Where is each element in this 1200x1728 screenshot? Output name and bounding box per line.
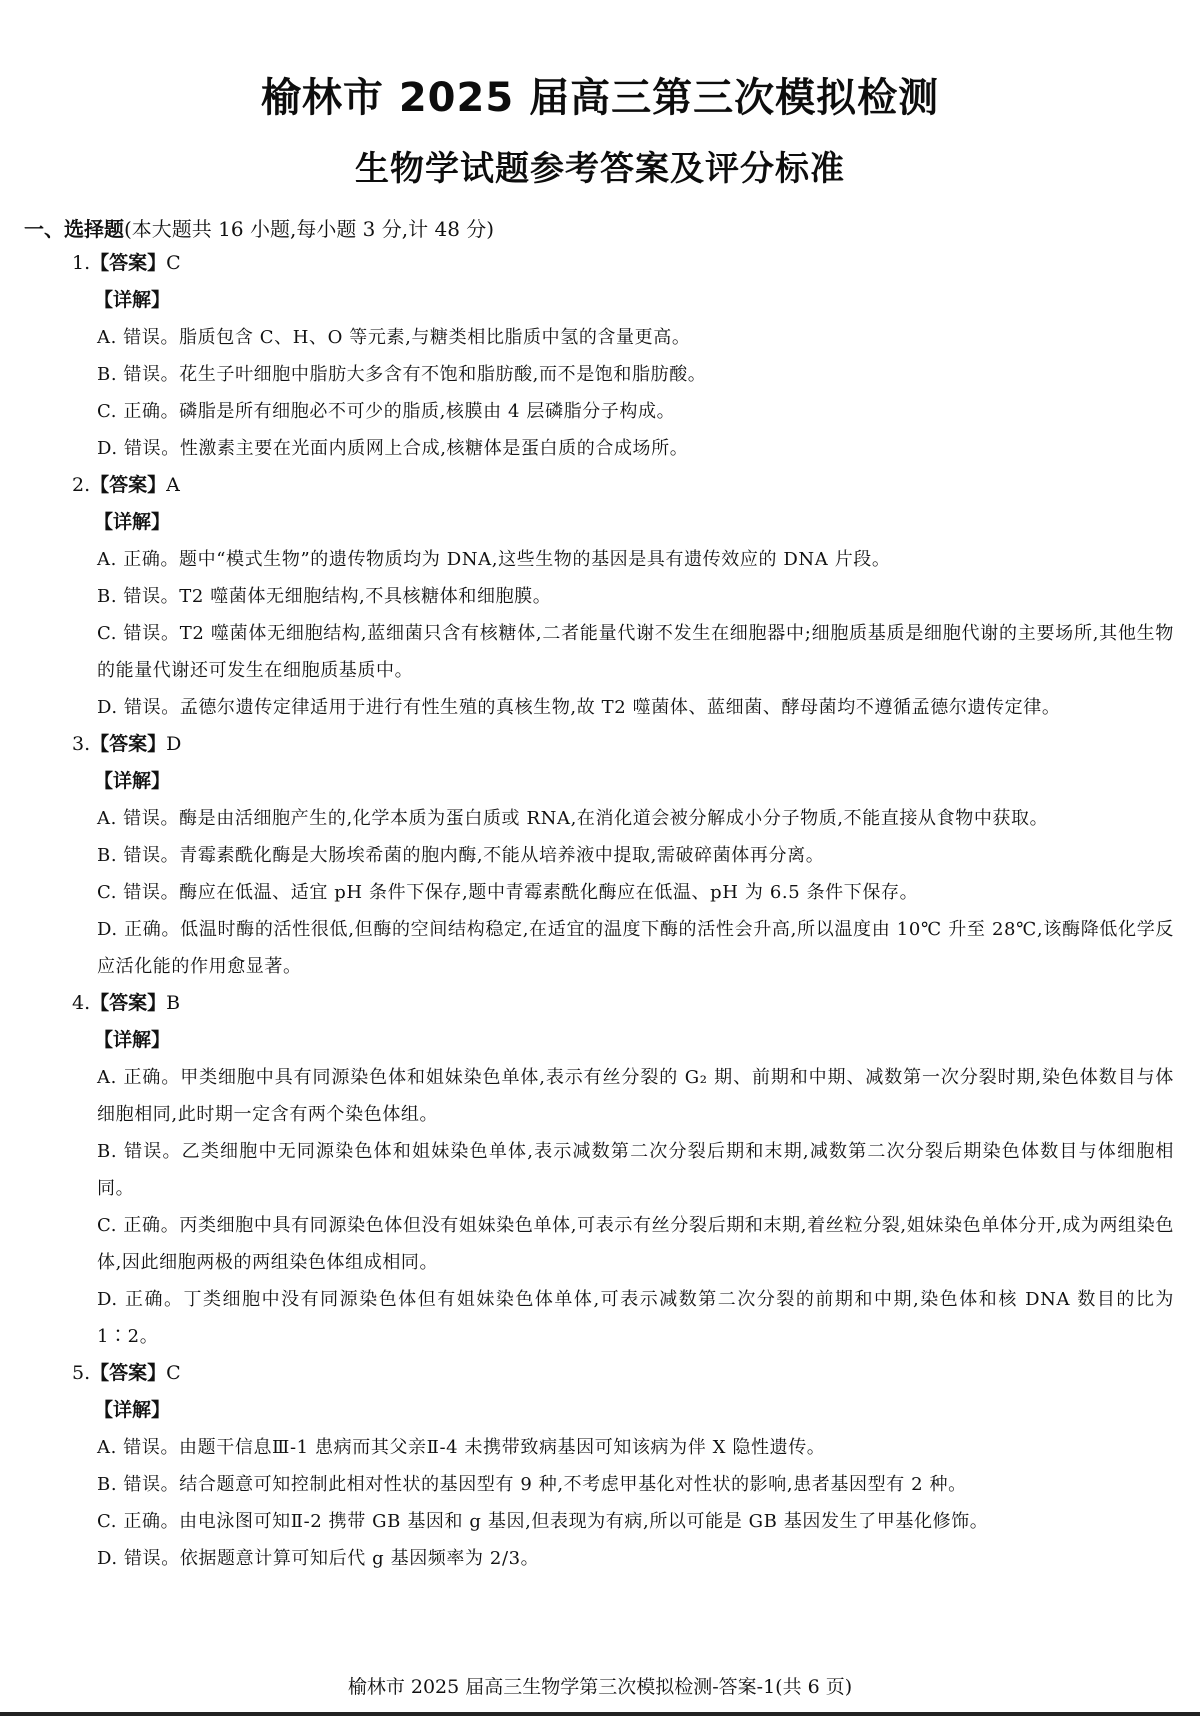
option-c: C. 正确。由电泳图可知Ⅱ-2 携带 GB 基因和 g 基因,但表现为有病,所以可能是 GB 基因发生了甲基化修饰。 <box>97 1511 989 1532</box>
answer-line <box>0 245 1200 282</box>
answer-tag: 【答案】 <box>90 474 167 496</box>
option-a: A. 正确。甲类细胞中具有同源染色体和姐妹染色单体,表示有丝分裂的 G₂ 期、前期和中期、减数第一次分裂时期,染色体数目与体细胞相同,此时期一定含有两个染色体组。 <box>97 1067 1174 1125</box>
option-a: A. 错误。脂质包含 C、H、O 等元素,与糖类相比脂质中氢的含量更高。 <box>97 327 691 348</box>
option-d: D. 错误。孟德尔遗传定律适用于进行有性生殖的真核生物,故 T2 噬菌体、蓝细菌、酵母菌均不遵循孟德尔遗传定律。 <box>97 697 1061 718</box>
page-footer: 榆林市 2025 届高三生物学第三次模拟检测-答案-1(共 6 页) <box>347 1676 853 1698</box>
answer-value: B <box>166 992 181 1014</box>
question-number: 5. <box>72 1362 91 1384</box>
option-c: C. 正确。丙类细胞中具有同源染色体但没有姐妹染色单体,可表示有丝分裂后期和末期,着丝粒分裂,姐妹染色单体分开,成为两组染色体,因此细胞两极的两组染色体组成相同。 <box>97 1215 1174 1273</box>
option-b: B. 错误。青霉素酰化酶是大肠埃希菌的胞内酶,不能从培养液中提取,需破碎菌体再分离。 <box>97 845 825 866</box>
page-subtitle: 生物学试题参考答案及评分标准 <box>355 149 845 189</box>
detail-label: 【详解】 <box>94 1399 171 1421</box>
answer-line <box>0 985 1200 1022</box>
question-2 <box>0 467 1200 726</box>
answer-value: A <box>166 474 180 496</box>
answer-value: D <box>166 733 182 755</box>
option-d: D. 错误。依据题意计算可知后代 g 基因频率为 2/3。 <box>97 1548 540 1569</box>
answer-tag: 【答案】 <box>90 992 167 1014</box>
section-label: 一、选择题 <box>24 217 124 241</box>
question-1 <box>0 245 1200 467</box>
option-a: A. 正确。题中“模式生物”的遗传物质均为 DNA,这些生物的基因是具有遗传效应的 DNA 片段。 <box>97 549 891 570</box>
answer-line <box>0 467 1200 504</box>
answer-tag: 【答案】 <box>90 252 167 274</box>
detail-label: 【详解】 <box>94 770 171 792</box>
option-a: A. 错误。由题干信息Ⅲ-1 患病而其父亲Ⅱ-4 未携带致病基因可知该病为伴 X 隐性遗传。 <box>97 1437 826 1458</box>
option-b: B. 错误。T2 噬菌体无细胞结构,不具核糖体和细胞膜。 <box>97 586 552 607</box>
question-list <box>0 245 1200 1577</box>
page-title: 榆林市 2025 届高三第三次模拟检测 <box>260 75 940 121</box>
detail-label: 【详解】 <box>94 511 171 533</box>
answer-line <box>0 1355 1200 1392</box>
option-d: D. 正确。丁类细胞中没有同源染色体但有姐妹染色体单体,可表示减数第二次分裂的前期和中期,染色体和核 DNA 数目的比为 1∶2。 <box>97 1289 1174 1347</box>
answer-value: C <box>166 252 181 274</box>
option-c: C. 错误。T2 噬菌体无细胞结构,蓝细菌只含有核糖体,二者能量代谢不发生在细胞器中;细胞质基质是细胞代谢的主要场所,其他生物的能量代谢还可发生在细胞质基质中。 <box>97 623 1174 681</box>
option-d: D. 错误。性激素主要在光面内质网上合成,核糖体是蛋白质的合成场所。 <box>97 438 689 459</box>
option-c: C. 正确。磷脂是所有细胞必不可少的脂质,核膜由 4 层磷脂分子构成。 <box>97 401 676 422</box>
question-number: 2. <box>72 474 91 496</box>
section-note: (本大题共 16 小题,每小题 3 分,计 48 分) <box>124 217 495 241</box>
answer-line <box>0 726 1200 763</box>
answer-tag: 【答案】 <box>90 1362 167 1384</box>
question-number: 3. <box>72 733 91 755</box>
answer-tag: 【答案】 <box>90 733 167 755</box>
option-b: B. 错误。花生子叶细胞中脂肪大多含有不饱和脂肪酸,而不是饱和脂肪酸。 <box>97 364 707 385</box>
option-d: D. 正确。低温时酶的活性很低,但酶的空间结构稳定,在适宜的温度下酶的活性会升高,所以温度由 10℃ 升至 28℃,该酶降低化学反应活化能的作用愈显著。 <box>97 919 1174 977</box>
question-number: 4. <box>72 992 91 1014</box>
question-3 <box>0 726 1200 985</box>
question-5 <box>0 1355 1200 1577</box>
question-4 <box>0 985 1200 1355</box>
bottom-rule <box>0 1712 1200 1716</box>
option-c: C. 错误。酶应在低温、适宜 pH 条件下保存,题中青霉素酰化酶应在低温、pH 为 6.5 条件下保存。 <box>97 882 919 903</box>
option-b: B. 错误。乙类细胞中无同源染色体和姐妹染色单体,表示减数第二次分裂后期和末期,减数第二次分裂后期染色体数目与体细胞相同。 <box>97 1141 1174 1199</box>
question-number: 1. <box>72 252 91 274</box>
detail-label: 【详解】 <box>94 289 171 311</box>
option-a: A. 错误。酶是由活细胞产生的,化学本质为蛋白质或 RNA,在消化道会被分解成小分子物质,不能直接从食物中获取。 <box>97 808 1049 829</box>
detail-label: 【详解】 <box>94 1029 171 1051</box>
answer-value: C <box>166 1362 181 1384</box>
option-b: B. 错误。结合题意可知控制此相对性状的基因型有 9 种,不考虑甲基化对性状的影响,患者基因型有 2 种。 <box>97 1474 967 1495</box>
section-heading <box>24 213 494 245</box>
